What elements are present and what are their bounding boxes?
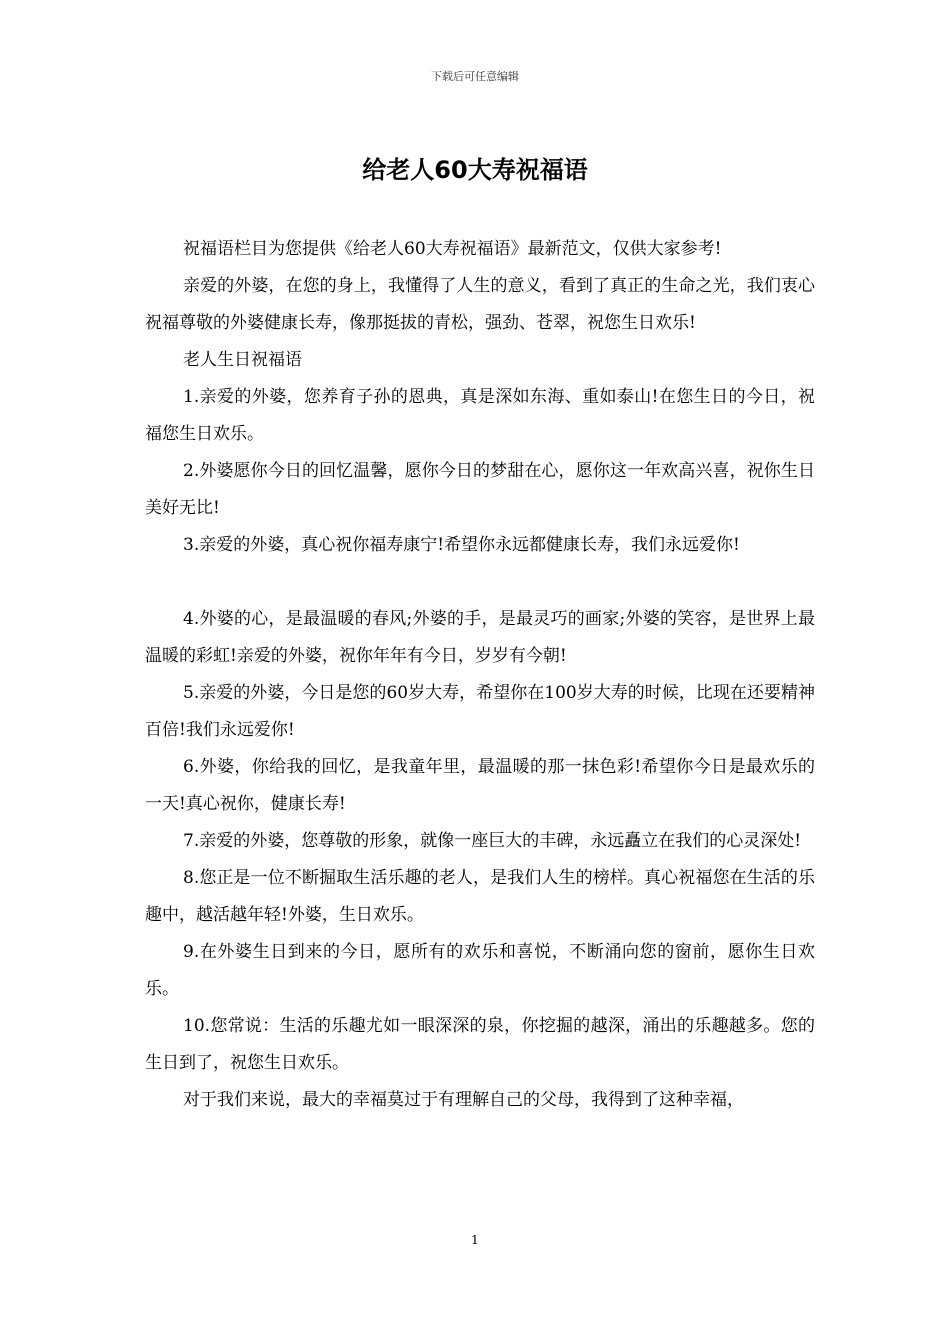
header-note: 下载后可任意编辑 (431, 70, 519, 83)
paragraph: 5.亲爱的外婆，今日是您的60岁大寿，希望你在100岁大寿的时候，比现在还要精神百倍!我们永远爱你! (145, 683, 815, 740)
paragraph: 对于我们来说，最大的幸福莫过于有理解自己的父母，我得到了这种幸福， (183, 1090, 744, 1110)
document-title: 给老人60大寿祝福语 (362, 156, 588, 184)
paragraph: 3.亲爱的外婆，真心祝你福寿康宁!希望你永远都健康长寿，我们永远爱你! (183, 535, 740, 555)
paragraph: 1.亲爱的外婆，您养育子孙的恩典，真是深如东海、重如泰山!在您生日的今日，祝福您生日欢乐。 (145, 387, 815, 444)
paragraph: 9.在外婆生日到来的今日，愿所有的欢乐和喜悦，不断涌向您的窗前，愿你生日欢乐。 (145, 942, 815, 999)
paragraph: 4.外婆的心，是最温暖的春风;外婆的手，是最灵巧的画家;外婆的笑容，是世界上最温暖的彩虹!亲爱的外婆，祝你年年有今日，岁岁有今朝! (145, 609, 815, 666)
paragraph: 6.外婆，你给我的回忆，是我童年里，最温暖的那一抹色彩!希望你今日是最欢乐的一天!真心祝你，健康长寿! (145, 757, 815, 814)
paragraph: 亲爱的外婆，在您的身上，我懂得了人生的意义，看到了真正的生命之光，我们衷心祝福尊敬的外婆健康长寿，像那挺拔的青松，强劲、苍翠，祝您生日欢乐! (145, 276, 815, 333)
page-number: 1 (471, 1233, 479, 1247)
paragraph: 7.亲爱的外婆，您尊敬的形象，就像一座巨大的丰碑，永远矗立在我们的心灵深处! (183, 831, 802, 851)
paragraph: 老人生日祝福语 (183, 350, 302, 370)
paragraph: 10.您常说：生活的乐趣尤如一眼深深的泉，你挖掘的越深，涌出的乐趣越多。您的生日到了，祝您生日欢乐。 (145, 1016, 815, 1073)
paragraph: 8.您正是一位不断掘取生活乐趣的老人，是我们人生的榜样。真心祝福您在生活的乐趣中，越活越年轻!外婆，生日欢乐。 (145, 868, 815, 925)
paragraph: 祝福语栏目为您提供《给老人60大寿祝福语》最新范文，仅供大家参考! (183, 239, 722, 259)
document-body (145, 231, 815, 1119)
paragraph: 2.外婆愿你今日的回忆温馨，愿你今日的梦甜在心，愿你这一年欢高兴喜，祝你生日美好无比! (145, 461, 815, 518)
